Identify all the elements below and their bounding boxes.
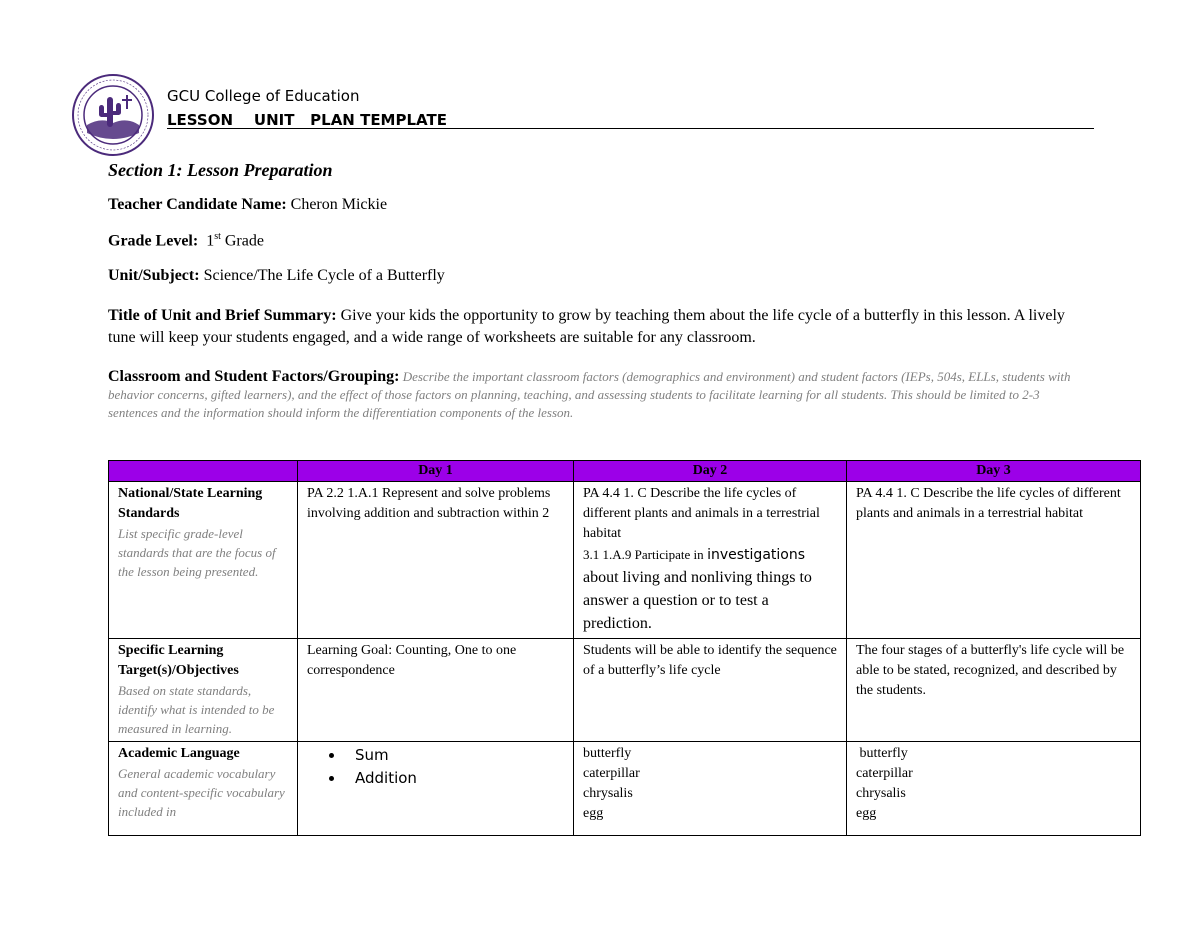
standards-day1 bbox=[298, 482, 574, 639]
template-title: LESSON UNIT PLAN TEMPLATE bbox=[167, 111, 447, 129]
table-header-day3: Day 3 bbox=[847, 461, 1141, 482]
list-item: caterpillar bbox=[583, 766, 640, 781]
objectives-day1 bbox=[298, 639, 574, 742]
teacher-name-field bbox=[108, 196, 387, 214]
objectives-day1-text: Learning Goal: Counting, One to one correspondence bbox=[307, 643, 517, 678]
list-item: egg bbox=[856, 806, 877, 821]
list-item: egg bbox=[583, 806, 604, 821]
standards-day2-b-sans: investigations bbox=[707, 547, 806, 563]
standards-day2-b-prefix: 3.1 1.A.9 Participate in bbox=[583, 547, 704, 562]
standards-day2-b bbox=[583, 544, 838, 635]
unit-subject-field bbox=[108, 267, 445, 285]
classroom-factors-label: Classroom and Student Factors/Grouping: bbox=[108, 368, 400, 385]
language-day1-list bbox=[307, 744, 565, 790]
objectives-day3 bbox=[847, 639, 1141, 742]
list-item: butterfly bbox=[856, 746, 908, 761]
objectives-day2 bbox=[574, 639, 847, 742]
unit-subject-value: Science/The Life Cycle of a Butterfly bbox=[203, 267, 445, 284]
standards-title: National/State Learning Standards bbox=[118, 486, 263, 521]
standards-day1-text: PA 2.2 1.A.1 Represent and solve problems involving addition and subtraction within 2 bbox=[307, 486, 551, 521]
grade-level-field bbox=[108, 231, 264, 250]
list-item: • Addition bbox=[345, 767, 565, 790]
language-label-cell bbox=[109, 742, 298, 836]
title-rule bbox=[167, 128, 1094, 129]
list-item: butterfly bbox=[583, 746, 632, 761]
teacher-name-label: Teacher Candidate Name: bbox=[108, 196, 287, 213]
classroom-factors-text: Describe the important classroom factors (demographics and environment) and student factors (IEPs, 504s, ELLs, students with behavior concerns, gifted learners), and the effect of those factors on planning, teaching, and assessing students to facilitate learning for all students. This should be limited to 2-3 sentences and the information should inform the differentiation components of the lesson. bbox=[108, 369, 1071, 420]
language-day1 bbox=[298, 742, 574, 836]
table-header-day1: Day 1 bbox=[298, 461, 574, 482]
language-desc: General academic vocabulary and content-specific vocabulary included in bbox=[118, 766, 285, 819]
standards-label-cell bbox=[109, 482, 298, 639]
language-day3 bbox=[847, 742, 1141, 836]
standards-day3-text: PA 4.4 1. C Describe the life cycles of different plants and animals in a terrestrial habitat bbox=[856, 486, 1121, 521]
objectives-desc: Based on state standards, identify what is intended to be measured in learning. bbox=[118, 683, 275, 736]
college-name: GCU College of Education bbox=[167, 87, 360, 105]
language-title: Academic Language bbox=[118, 746, 240, 761]
unit-summary-text: Give your kids the opportunity to grow by teaching them about the life cycle of a butterfly in this lesson. A lively tune will keep your students engaged, and a wide range of worksheets are suitable for any classroom. bbox=[108, 307, 1065, 346]
table-header-row bbox=[109, 461, 1141, 482]
objectives-day3-text: The four stages of a butterfly's life cycle will be able to be stated, recognized, and described by the students. bbox=[856, 643, 1125, 698]
unit-summary bbox=[108, 305, 1068, 349]
table-row-standards bbox=[109, 482, 1141, 639]
list-item: chrysalis bbox=[583, 786, 633, 801]
unit-summary-label: Title of Unit and Brief Summary: bbox=[108, 307, 337, 324]
language-day2 bbox=[574, 742, 847, 836]
standards-desc: List specific grade-level standards that are the focus of the lesson being presented. bbox=[118, 526, 276, 579]
list-item: • Sum bbox=[345, 744, 565, 767]
objectives-title: Specific Learning Target(s)/Objectives bbox=[118, 643, 239, 678]
objectives-label-cell bbox=[109, 639, 298, 742]
grade-level-label: Grade Level: bbox=[108, 232, 199, 250]
table-row-academic-language bbox=[109, 742, 1141, 836]
standards-day2-a: PA 4.4 1. C Describe the life cycles of different plants and animals in a terrestrial habitat bbox=[583, 486, 820, 541]
list-item: chrysalis bbox=[856, 786, 906, 801]
section-title: Section 1: Lesson Preparation bbox=[108, 160, 333, 180]
classroom-factors bbox=[108, 368, 1083, 422]
lesson-plan-table bbox=[108, 460, 1141, 836]
grade-level-word: Grade bbox=[224, 232, 264, 250]
standards-day2 bbox=[574, 482, 847, 639]
unit-subject-label: Unit/Subject: bbox=[108, 267, 200, 284]
table-row-objectives bbox=[109, 639, 1141, 742]
objectives-day2-text: Students will be able to identify the sequence of a butterfly’s life cycle bbox=[583, 643, 837, 678]
standards-day2-b-serif: about living and nonliving things to answer a question or to test a prediction. bbox=[583, 569, 812, 632]
table-header-day2: Day 2 bbox=[574, 461, 847, 482]
grade-level-number: 1 bbox=[206, 232, 215, 250]
teacher-name-value: Cheron Mickie bbox=[290, 196, 388, 213]
grade-level-suffix: st bbox=[214, 231, 221, 242]
list-item: caterpillar bbox=[856, 766, 913, 781]
standards-day3 bbox=[847, 482, 1141, 639]
university-seal-icon bbox=[71, 73, 155, 157]
table-header-blank bbox=[109, 461, 298, 482]
